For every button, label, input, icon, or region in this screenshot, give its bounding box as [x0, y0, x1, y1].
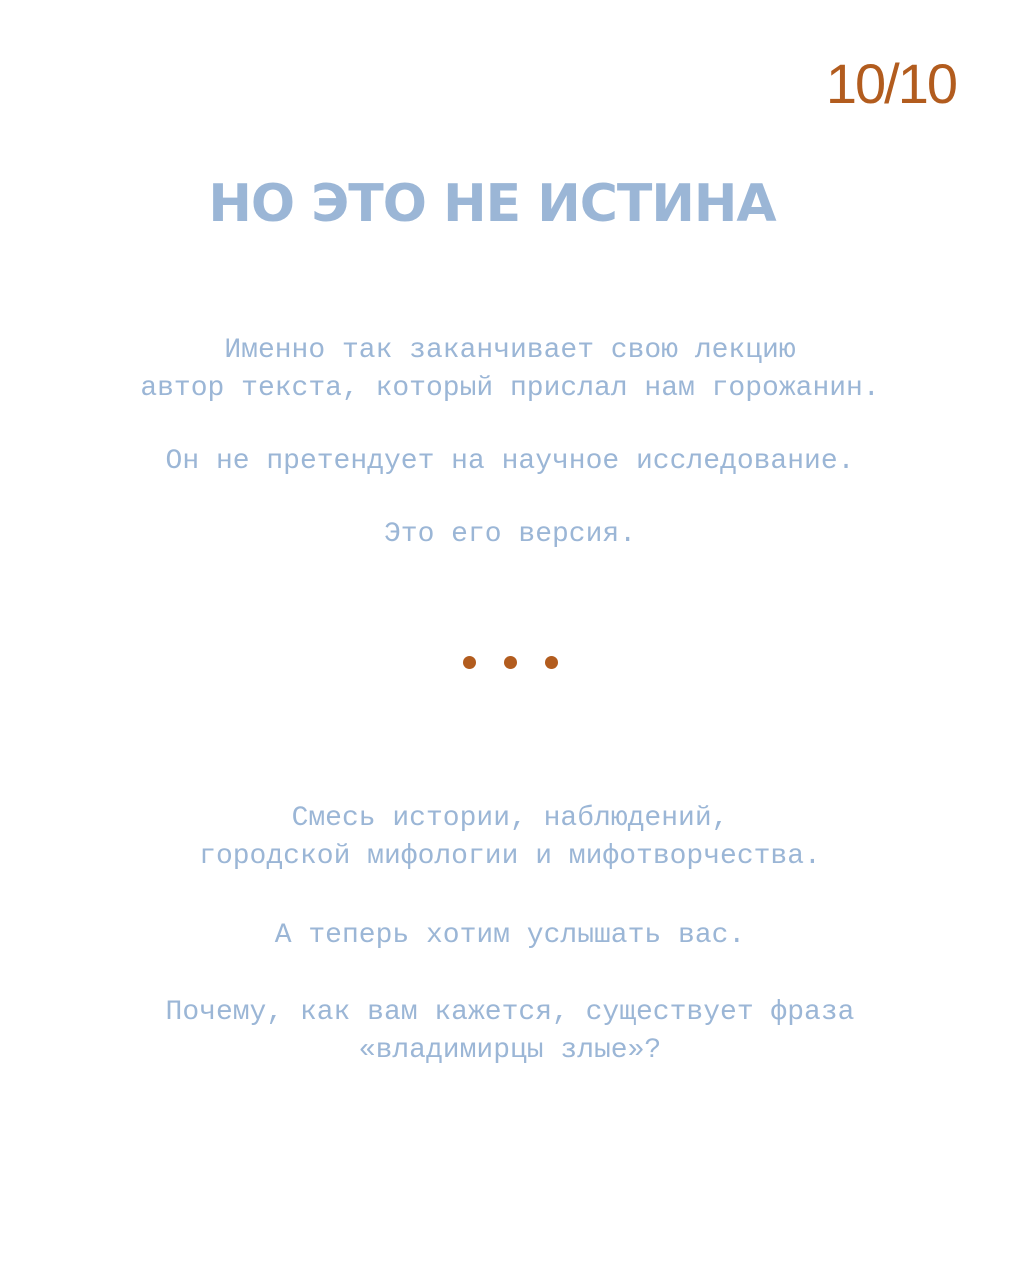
paragraph-line: Это его версия.	[383, 519, 637, 550]
ellipsis-divider	[0, 656, 1020, 669]
paragraph-line: А теперь хотим услышать вас.	[274, 920, 746, 951]
page-title: НО ЭТО НЕ ИСТИНА	[208, 174, 776, 234]
paragraph-line: городской мифологии и мифотворчества.	[199, 841, 821, 872]
paragraph-line: Почему, как вам кажется, существует фраза	[165, 997, 855, 1028]
paragraph-lecture	[0, 332, 1020, 408]
dot-icon	[463, 656, 476, 669]
page-counter: 10/10	[825, 52, 956, 115]
paragraph-question	[0, 994, 1020, 1070]
paragraph-his-version	[0, 516, 1020, 554]
paragraph-line: автор текста, который прислал нам горожанин.	[140, 373, 880, 404]
paragraph-line: Он не претендует на научное исследование.	[165, 446, 855, 477]
paragraph-line: Смесь истории, наблюдений,	[291, 803, 729, 834]
paragraph-line: «владимирцы злые»?	[358, 1035, 662, 1066]
paragraph-hear-you	[0, 917, 1020, 955]
paragraph-line: Именно так заканчивает свою лекцию	[224, 335, 796, 366]
dot-icon	[504, 656, 517, 669]
dot-icon	[545, 656, 558, 669]
paragraph-not-research	[0, 443, 1020, 481]
paragraph-mix	[0, 800, 1020, 876]
